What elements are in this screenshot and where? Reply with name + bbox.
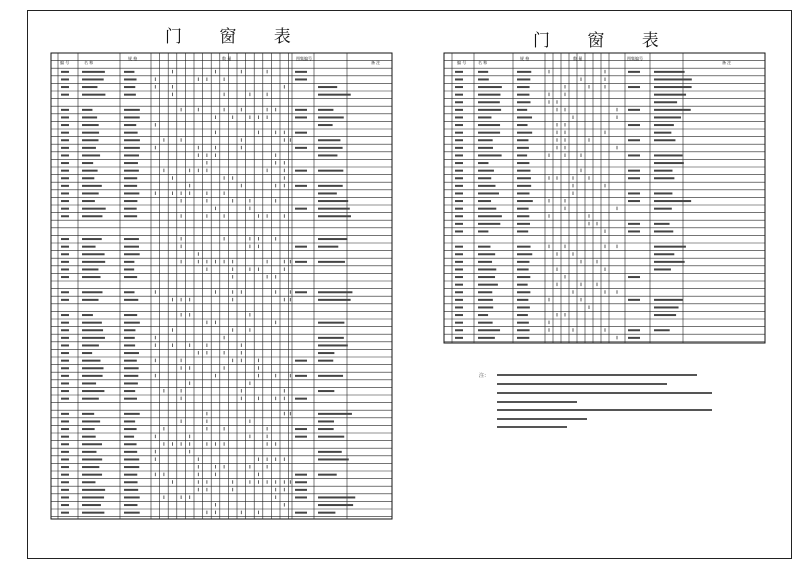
header-name-right: 名 称 <box>478 60 488 65</box>
header-size-right: 规 格 <box>520 56 530 61</box>
header-count-right: 数 量 <box>573 56 583 61</box>
note-line <box>497 418 587 420</box>
header-remark-left: 备 注 <box>371 60 381 65</box>
title-right: 门 窗 表 <box>533 31 675 51</box>
header-number-right: 编 号 <box>457 60 467 65</box>
note-line <box>497 426 567 428</box>
header-atlas-right: 图集编号 <box>627 56 643 61</box>
header-count-left: 数 量 <box>222 56 232 61</box>
notes-label: 注： <box>479 373 490 379</box>
note-line <box>497 409 712 411</box>
note-line <box>497 401 577 403</box>
header-size-left: 规 格 <box>128 56 138 61</box>
note-line <box>497 374 697 376</box>
header-atlas-left: 图集编号 <box>296 56 312 61</box>
header-name-left: 名 称 <box>84 60 94 65</box>
note-line <box>497 392 712 394</box>
header-remark-right: 备 注 <box>722 60 732 65</box>
note-line <box>497 383 667 385</box>
header-number-left: 编 号 <box>60 60 70 65</box>
title-left: 门 窗 表 <box>165 27 307 47</box>
